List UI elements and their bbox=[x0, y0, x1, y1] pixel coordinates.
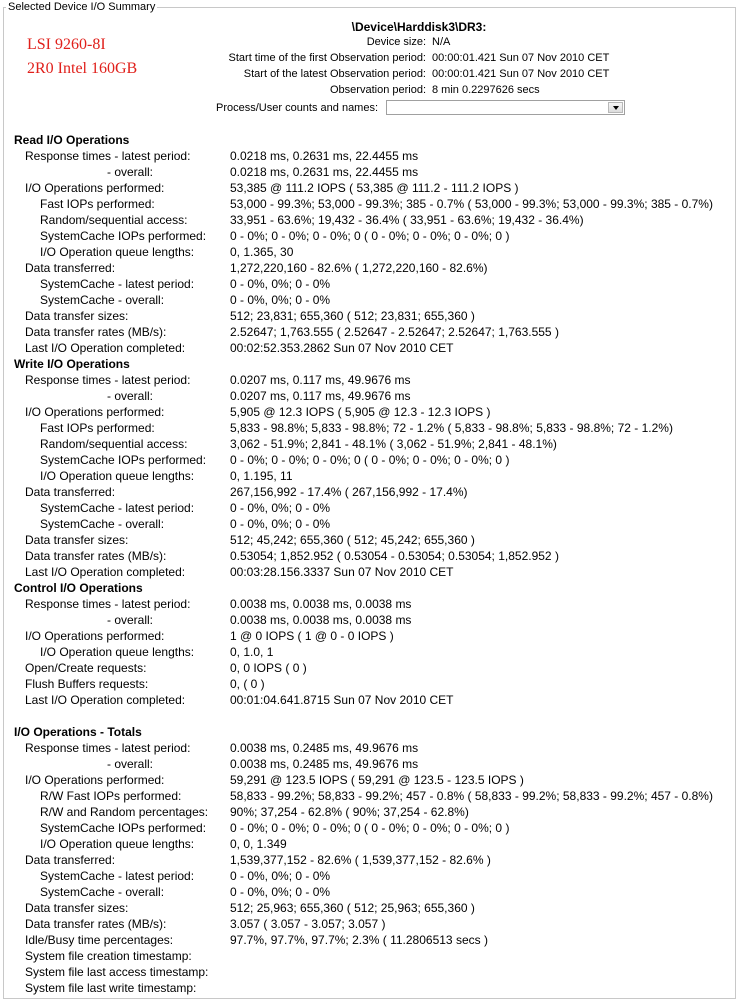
stat-value: 0.0038 ms, 0.0038 ms, 0.0038 ms bbox=[230, 597, 412, 611]
stat-value: 33,951 - 63.6%; 19,432 - 36.4% ( 33,951 - 63.6%; 19,432 - 36.4%) bbox=[230, 213, 584, 227]
chevron-down-icon[interactable] bbox=[608, 102, 623, 113]
stat-label: Response times - latest period: bbox=[25, 741, 191, 755]
first-observation-label: Start time of the first Observation period: bbox=[228, 52, 426, 64]
stat-value: 0.0038 ms, 0.2485 ms, 49.9676 ms bbox=[230, 741, 419, 755]
stat-row bbox=[0, 852, 738, 868]
stat-value: 58,833 - 99.2%; 58,833 - 99.2%; 457 - 0.8% ( 58,833 - 99.2%; 58,833 - 99.2%; 457 - 0.8%) bbox=[230, 789, 713, 803]
section-header bbox=[0, 724, 738, 740]
observation-period-row bbox=[0, 82, 738, 98]
observation-period-value: 8 min 0.2297626 secs bbox=[432, 84, 540, 96]
stat-label: SystemCache - overall: bbox=[40, 293, 165, 307]
stat-value: 2.52647; 1,763.555 ( 2.52647 - 2.52647; 2.52647; 1,763.555 ) bbox=[230, 325, 559, 339]
stat-value: 1 @ 0 IOPS ( 1 @ 0 - 0 IOPS ) bbox=[230, 629, 394, 643]
stat-label: Data transferred: bbox=[25, 261, 116, 275]
stat-row bbox=[0, 804, 738, 820]
stat-label: I/O Operation queue lengths: bbox=[40, 645, 195, 659]
stat-label: SystemCache IOPs performed: bbox=[40, 453, 207, 467]
stat-value: 0.0038 ms, 0.2485 ms, 49.9676 ms bbox=[230, 757, 419, 771]
stat-label: Data transferred: bbox=[25, 485, 116, 499]
stat-row bbox=[0, 180, 738, 196]
stat-value: 0 - 0%; 0 - 0%; 0 - 0%; 0 ( 0 - 0%; 0 - 0%; 0 - 0%; 0 ) bbox=[230, 453, 510, 467]
stat-value: 512; 23,831; 655,360 ( 512; 23,831; 655,360 ) bbox=[230, 309, 475, 323]
stat-value: 90%; 37,254 - 62.8% ( 90%; 37,254 - 62.8%) bbox=[230, 805, 469, 819]
stat-row bbox=[0, 916, 738, 932]
stat-label: Random/sequential access: bbox=[40, 213, 188, 227]
stat-value: 53,385 @ 111.2 IOPS ( 53,385 @ 111.2 - 111.2 IOPS ) bbox=[230, 181, 519, 195]
stat-label: SystemCache - latest period: bbox=[40, 501, 195, 515]
stat-row bbox=[0, 884, 738, 900]
stat-label: I/O Operation queue lengths: bbox=[40, 469, 195, 483]
process-user-dropdown[interactable] bbox=[386, 100, 625, 115]
stat-row bbox=[0, 820, 738, 836]
stat-value: 0 - 0%, 0%; 0 - 0% bbox=[230, 885, 331, 899]
stat-value: 0, ( 0 ) bbox=[230, 677, 265, 691]
stat-label: SystemCache - latest period: bbox=[40, 277, 195, 291]
stat-row bbox=[0, 372, 738, 388]
stat-row bbox=[0, 420, 738, 436]
stat-value: 00:01:04.641.8715 Sun 07 Nov 2010 CET bbox=[230, 693, 454, 707]
stat-row bbox=[0, 756, 738, 772]
stat-label: I/O Operations performed: bbox=[25, 405, 165, 419]
stat-row bbox=[0, 404, 738, 420]
stat-row bbox=[0, 772, 738, 788]
stat-label: - overall: bbox=[107, 165, 154, 179]
latest-observation-label: Start of the latest Observation period: bbox=[243, 68, 426, 80]
annotation-controller: LSI 9260-8I bbox=[27, 36, 106, 53]
stat-label: Data transfer rates (MB/s): bbox=[25, 917, 167, 931]
stat-label: Flush Buffers requests: bbox=[25, 677, 149, 691]
stat-label: Response times - latest period: bbox=[25, 597, 191, 611]
section-title: Read I/O Operations bbox=[14, 133, 130, 147]
stat-value: 0, 0 IOPS ( 0 ) bbox=[230, 661, 307, 675]
stat-value: 0, 1.0, 1 bbox=[230, 645, 274, 659]
stat-value: 0.0218 ms, 0.2631 ms, 22.4455 ms bbox=[230, 149, 419, 163]
stat-row bbox=[0, 980, 738, 996]
stat-value: 0.0038 ms, 0.0038 ms, 0.0038 ms bbox=[230, 613, 412, 627]
section-title: Control I/O Operations bbox=[14, 581, 143, 595]
stat-row bbox=[0, 164, 738, 180]
stat-row bbox=[0, 788, 738, 804]
stat-value: 3,062 - 51.9%; 2,841 - 48.1% ( 3,062 - 51.9%; 2,841 - 48.1%) bbox=[230, 437, 557, 451]
stat-value: 00:03:28.156.3337 Sun 07 Nov 2010 CET bbox=[230, 565, 454, 579]
stat-row bbox=[0, 836, 738, 852]
stat-value: 53,000 - 99.3%; 53,000 - 99.3%; 385 - 0.7% ( 53,000 - 99.3%; 53,000 - 99.3%; 385 - 0.7%) bbox=[230, 197, 713, 211]
frame-title: Selected Device I/O Summary bbox=[8, 1, 156, 13]
stat-label: Last I/O Operation completed: bbox=[25, 565, 186, 579]
section-title: I/O Operations - Totals bbox=[14, 725, 142, 739]
first-observation-value: 00:00:01.421 Sun 07 Nov 2010 CET bbox=[432, 52, 610, 64]
stat-label: I/O Operations performed: bbox=[25, 773, 165, 787]
stat-row bbox=[0, 340, 738, 356]
stat-row bbox=[0, 244, 738, 260]
device-path: \Device\Harddisk3\DR3: bbox=[351, 20, 487, 34]
latest-observation-row bbox=[0, 66, 738, 82]
section-title: Write I/O Operations bbox=[14, 357, 130, 371]
stat-row bbox=[0, 212, 738, 228]
process-user-label: Process/User counts and names: bbox=[216, 102, 379, 114]
stat-value: 5,905 @ 12.3 IOPS ( 5,905 @ 12.3 - 12.3 IOPS ) bbox=[230, 405, 491, 419]
stat-row bbox=[0, 948, 738, 964]
stat-label: Idle/Busy time percentages: bbox=[25, 933, 174, 947]
stat-label: Data transfer rates (MB/s): bbox=[25, 549, 167, 563]
stat-row bbox=[0, 148, 738, 164]
stat-row bbox=[0, 532, 738, 548]
stat-row bbox=[0, 292, 738, 308]
stat-label: SystemCache IOPs performed: bbox=[40, 229, 207, 243]
stat-row bbox=[0, 468, 738, 484]
annotation-array: 2R0 Intel 160GB bbox=[27, 60, 138, 77]
stat-row bbox=[0, 740, 738, 756]
stat-label: R/W and Random percentages: bbox=[40, 805, 209, 819]
stat-value: 0 - 0%, 0%; 0 - 0% bbox=[230, 293, 331, 307]
stat-value: 0, 1.365, 30 bbox=[230, 245, 294, 259]
stat-row bbox=[0, 964, 738, 980]
stat-label: Response times - latest period: bbox=[25, 373, 191, 387]
stat-value: 512; 25,963; 655,360 ( 512; 25,963; 655,360 ) bbox=[230, 901, 475, 915]
stat-label: I/O Operation queue lengths: bbox=[40, 837, 195, 851]
stat-value: 00:02:52.353.2862 Sun 07 Nov 2010 CET bbox=[230, 341, 454, 355]
stat-value: 0.0218 ms, 0.2631 ms, 22.4455 ms bbox=[230, 165, 419, 179]
stat-label: Response times - latest period: bbox=[25, 149, 191, 163]
stat-value: 0, 0, 1.349 bbox=[230, 837, 287, 851]
observation-period-label: Observation period: bbox=[330, 84, 426, 96]
stat-row bbox=[0, 452, 738, 468]
stat-row bbox=[0, 932, 738, 948]
stat-value: 3.057 ( 3.057 - 3.057; 3.057 ) bbox=[230, 917, 386, 931]
stat-value: 97.7%, 97.7%, 97.7%; 2.3% ( 11.2806513 secs ) bbox=[230, 933, 488, 947]
stat-row bbox=[0, 612, 738, 628]
stat-label: SystemCache - latest period: bbox=[40, 869, 195, 883]
stat-row bbox=[0, 900, 738, 916]
device-size-label: Device size: bbox=[366, 36, 426, 48]
stat-row bbox=[0, 692, 738, 708]
stat-row bbox=[0, 660, 738, 676]
stat-row bbox=[0, 596, 738, 612]
stat-row bbox=[0, 868, 738, 884]
stat-value: 5,833 - 98.8%; 5,833 - 98.8%; 72 - 1.2% ( 5,833 - 98.8%; 5,833 - 98.8%; 72 - 1.2%) bbox=[230, 421, 673, 435]
stat-label: Random/sequential access: bbox=[40, 437, 188, 451]
stat-value: 1,539,377,152 - 82.6% ( 1,539,377,152 - 82.6% ) bbox=[230, 853, 491, 867]
stat-label: Last I/O Operation completed: bbox=[25, 341, 186, 355]
stat-label: SystemCache - overall: bbox=[40, 885, 165, 899]
stat-row bbox=[0, 500, 738, 516]
stat-row bbox=[0, 388, 738, 404]
stat-row bbox=[0, 308, 738, 324]
stat-row bbox=[0, 628, 738, 644]
first-observation-row bbox=[0, 50, 738, 66]
stat-row bbox=[0, 324, 738, 340]
stat-value: 59,291 @ 123.5 IOPS ( 59,291 @ 123.5 - 123.5 IOPS ) bbox=[230, 773, 524, 787]
stat-row bbox=[0, 228, 738, 244]
stat-row bbox=[0, 196, 738, 212]
stat-label: I/O Operations performed: bbox=[25, 181, 165, 195]
stat-row bbox=[0, 564, 738, 580]
stat-label: Data transfer rates (MB/s): bbox=[25, 325, 167, 339]
stat-value: 0.0207 ms, 0.117 ms, 49.9676 ms bbox=[230, 389, 411, 403]
stat-label: Last I/O Operation completed: bbox=[25, 693, 186, 707]
stat-row bbox=[0, 644, 738, 660]
stat-label: Data transfer sizes: bbox=[25, 901, 129, 915]
stat-value: 0 - 0%, 0%; 0 - 0% bbox=[230, 501, 331, 515]
section-header bbox=[0, 356, 738, 372]
stat-label: I/O Operations performed: bbox=[25, 629, 165, 643]
device-size-value: N/A bbox=[432, 36, 451, 48]
stat-value: 0, 1.195, 11 bbox=[230, 469, 293, 483]
stat-row bbox=[0, 548, 738, 564]
stat-row bbox=[0, 484, 738, 500]
stat-value: 0 - 0%, 0%; 0 - 0% bbox=[230, 517, 331, 531]
stat-label: Data transfer sizes: bbox=[25, 533, 129, 547]
stat-value: 267,156,992 - 17.4% ( 267,156,992 - 17.4%) bbox=[230, 485, 468, 499]
stat-label: SystemCache - overall: bbox=[40, 517, 165, 531]
stat-label: - overall: bbox=[107, 757, 154, 771]
stat-label: System file last write timestamp: bbox=[25, 981, 197, 995]
stat-row bbox=[0, 276, 738, 292]
stat-label: - overall: bbox=[107, 613, 154, 627]
stat-row bbox=[0, 436, 738, 452]
stat-value: 0.53054; 1,852.952 ( 0.53054 - 0.53054; 0.53054; 1,852.952 ) bbox=[230, 549, 559, 563]
stat-row bbox=[0, 516, 738, 532]
stat-label: System file last access timestamp: bbox=[25, 965, 209, 979]
stat-value: 512; 45,242; 655,360 ( 512; 45,242; 655,360 ) bbox=[230, 533, 475, 547]
latest-observation-value: 00:00:01.421 Sun 07 Nov 2010 CET bbox=[432, 68, 610, 80]
stat-value: 1,272,220,160 - 82.6% ( 1,272,220,160 - 82.6%) bbox=[230, 261, 488, 275]
stat-value: 0 - 0%, 0%; 0 - 0% bbox=[230, 277, 331, 291]
stat-label: Open/Create requests: bbox=[25, 661, 147, 675]
stat-row bbox=[0, 676, 738, 692]
stat-label: R/W Fast IOPs performed: bbox=[40, 789, 182, 803]
stat-label: Data transferred: bbox=[25, 853, 116, 867]
stat-label: SystemCache IOPs performed: bbox=[40, 821, 207, 835]
stat-label: System file creation timestamp: bbox=[25, 949, 192, 963]
stat-row bbox=[0, 260, 738, 276]
stat-label: Fast IOPs performed: bbox=[40, 421, 155, 435]
stat-value: 0 - 0%; 0 - 0%; 0 - 0%; 0 ( 0 - 0%; 0 - 0%; 0 - 0%; 0 ) bbox=[230, 229, 510, 243]
stat-label: Fast IOPs performed: bbox=[40, 197, 155, 211]
stat-value: 0 - 0%; 0 - 0%; 0 - 0%; 0 ( 0 - 0%; 0 - 0%; 0 - 0%; 0 ) bbox=[230, 821, 510, 835]
section-header bbox=[0, 580, 738, 596]
section-header bbox=[0, 132, 738, 148]
stat-label: Data transfer sizes: bbox=[25, 309, 129, 323]
stat-label: - overall: bbox=[107, 389, 154, 403]
stat-value: 0 - 0%, 0%; 0 - 0% bbox=[230, 869, 331, 883]
stat-label: I/O Operation queue lengths: bbox=[40, 245, 195, 259]
device-size-row bbox=[0, 34, 738, 50]
stat-value: 0.0207 ms, 0.117 ms, 49.9676 ms bbox=[230, 373, 411, 387]
